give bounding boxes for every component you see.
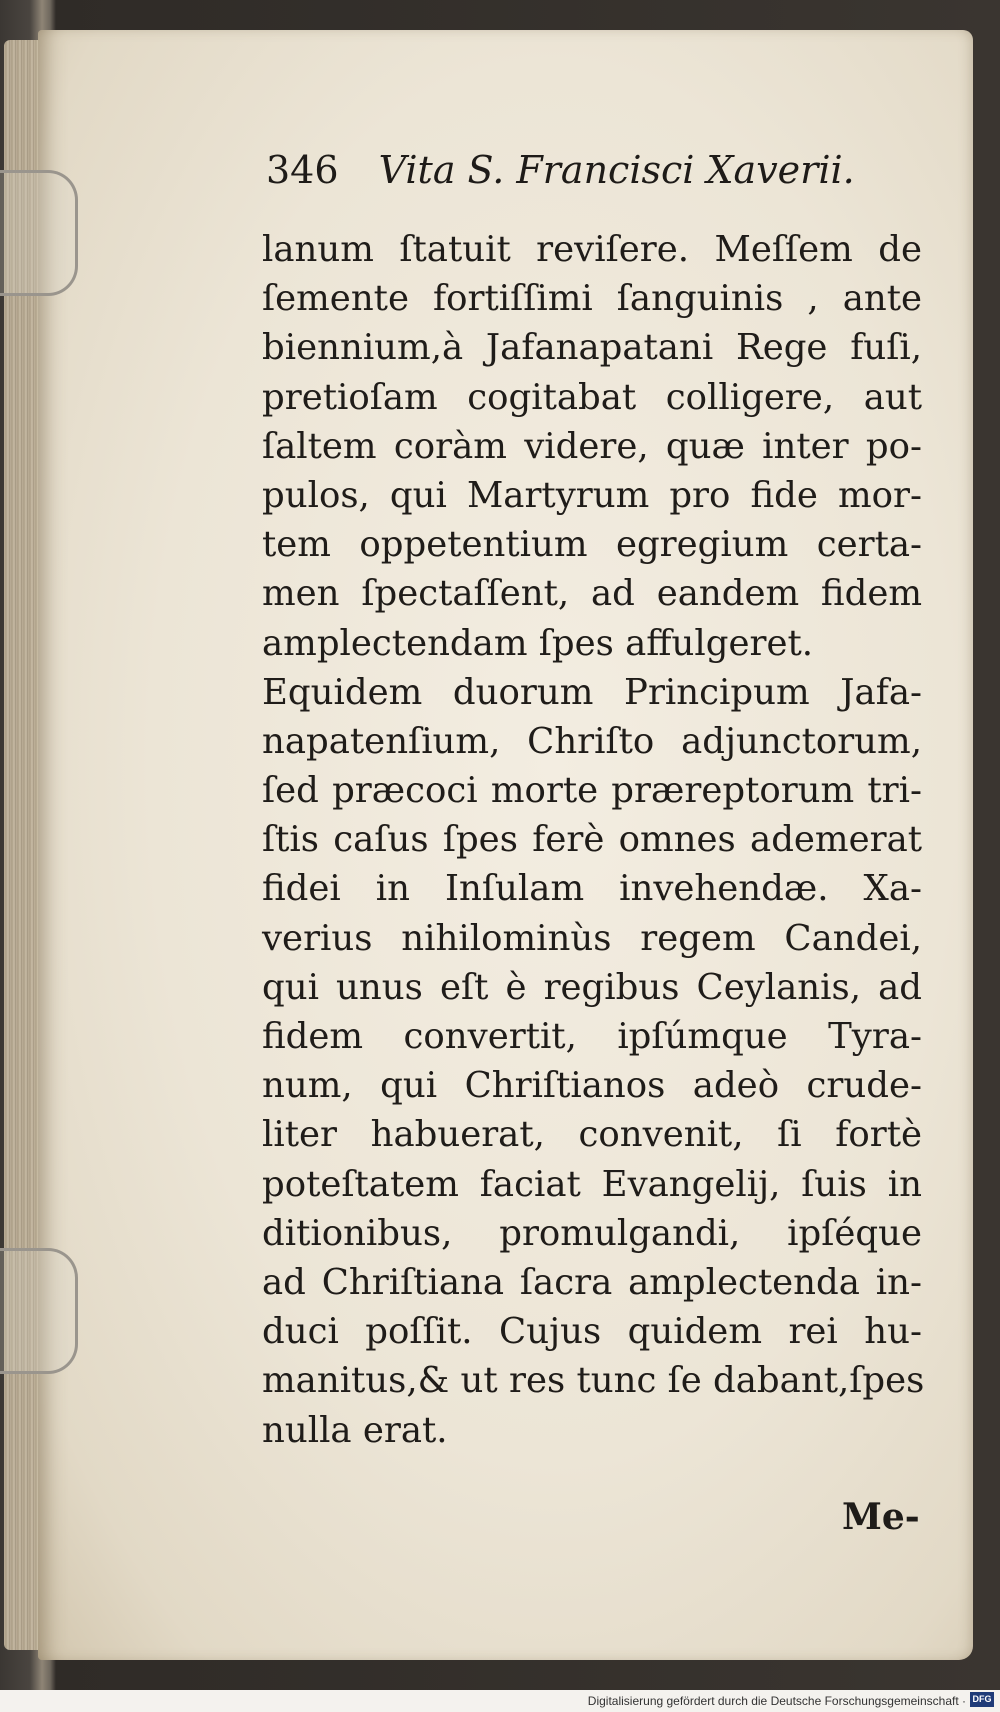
running-head-title: Vita S. Francisci Xaverii. [378, 148, 855, 192]
text-line: verius nihilominùs regem Candei, [262, 917, 922, 959]
page-number: 346 [266, 148, 339, 192]
text-line: biennium,à Jafanapatani Rege fuſi, [262, 327, 922, 369]
text-line: ad Chriſtiana ſacra amplectenda in- [262, 1261, 922, 1303]
catchword: Me- [842, 1496, 920, 1538]
text-line: manitus,& ut res tunc ſe dabant,ſpes [262, 1360, 925, 1402]
text-line: amplectendam ſpes affulgeret. [262, 622, 814, 664]
text-line: poteſtatem faciat Evangelij, ſuis in [262, 1163, 922, 1205]
text-line: ſed præcoci morte præreptorum tri- [262, 770, 922, 812]
text-line: lanum ſtatuit reviſere. Meſſem de [262, 229, 922, 270]
footer-credit: Digitalisierung gefördert durch die Deutsche Forschungsgemeinschaft · [587, 1694, 966, 1708]
text-line: Equidem duorum Principum Jafa- [262, 671, 922, 713]
text-line: liter habuerat, convenit, ſi fortè [262, 1114, 922, 1156]
text-line: duci poſſit. Cujus quidem rei hu- [262, 1311, 922, 1353]
dfg-logo: DFG [970, 1692, 994, 1707]
text-line: fidei in Inſulam invehendæ. Xa- [262, 868, 922, 910]
page-clip-bottom [0, 1248, 78, 1374]
text-line: ſtis caſus ſpes ferè omnes ademerat [262, 819, 922, 861]
text-line: fidem convertit, ipſúmque Tyra- [262, 1016, 922, 1057]
page-clip-top [0, 170, 78, 296]
running-header [266, 148, 855, 192]
text-line: qui unus eſt è regibus Ceylanis, ad [262, 966, 922, 1008]
text-line: napatenſium, Chriſto adjunctorum, [262, 720, 922, 762]
body-text [262, 225, 925, 1455]
text-line: tem oppetentium egregium certa- [262, 524, 922, 566]
text-line: ſaltem coràm videre, quæ inter po- [262, 425, 922, 467]
text-line: num, qui Chriſtianos adeò crude- [262, 1065, 922, 1107]
text-line: pretioſam cogitabat colligere, aut [262, 376, 922, 418]
text-line: ſemente fortiſſimi ſanguinis , ante [262, 278, 922, 320]
text-line: pulos, qui Martyrum pro fide mor- [262, 474, 922, 516]
text-line: men ſpectaſſent, ad eandem fidem [262, 573, 922, 615]
text-line: nulla erat. [262, 1409, 448, 1451]
text-line: ditionibus, promulgandi, ipſéque [262, 1212, 922, 1254]
